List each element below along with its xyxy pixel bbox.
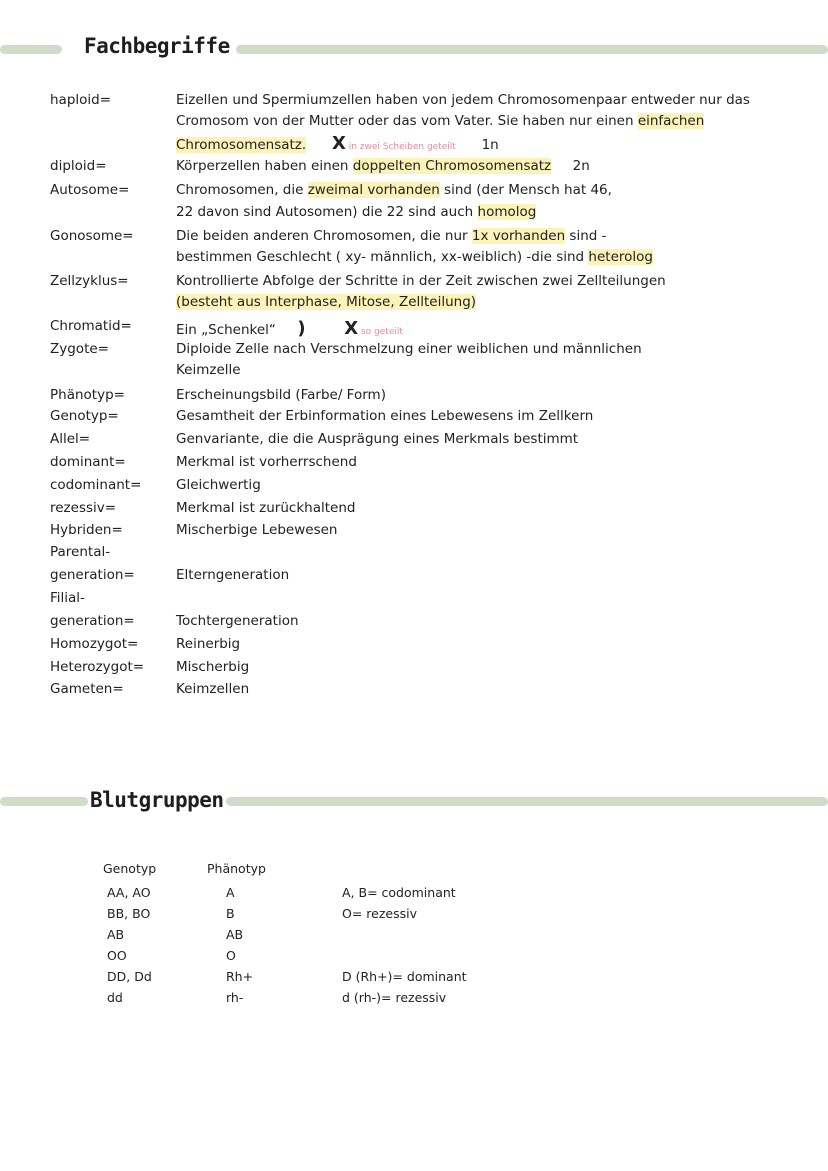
- definition-text: Genvariante, die die Ausprägung eines Merkmals bestimmt: [176, 431, 579, 447]
- definition-text: Die beiden anderen Chromosomen, die nur: [176, 228, 472, 244]
- term-label: Allel=: [50, 431, 91, 447]
- title-bar-right: [226, 797, 828, 806]
- highlighted-text: doppelten Chromosomensatz: [352, 158, 552, 174]
- definition-line: [176, 228, 607, 244]
- genotype-cell: OO: [107, 948, 127, 963]
- definition-line: [176, 408, 593, 424]
- definition-text: Ein „Schenkel“: [176, 322, 298, 338]
- highlighted-text: 1x vorhanden: [471, 228, 566, 244]
- phenotype-cell: Rh+: [226, 969, 254, 984]
- definition-text: Chromosomen, die: [176, 182, 308, 198]
- highlighted-text: heterolog: [588, 249, 653, 265]
- genotype-cell: BB, BO: [107, 906, 151, 921]
- title-bar-left: [0, 45, 62, 54]
- definition-text: Tochtergeneration: [176, 613, 299, 629]
- term-label: Filial-: [50, 590, 85, 606]
- definition-line: [176, 613, 299, 629]
- term-label: Zygote=: [50, 341, 109, 357]
- definition-text: Reinerbig: [176, 636, 241, 652]
- term-label: Chromatid=: [50, 318, 132, 334]
- definition-text: Körperzellen haben einen: [176, 158, 353, 174]
- definition-line: [176, 659, 249, 675]
- annotation-text: so geteilt: [358, 327, 403, 337]
- definition-line: [176, 182, 612, 198]
- term-label: generation=: [50, 613, 135, 629]
- term-label: dominant=: [50, 454, 126, 470]
- highlighted-text: Chromosomensatz.: [176, 137, 307, 153]
- title-bar-left: [0, 797, 88, 806]
- definition-line: [176, 362, 241, 378]
- definition-text: Merkmal ist vorherrschend: [176, 454, 357, 470]
- definition-text: Eizellen und Spermiumzellen haben von jedem Chromosomenpaar entweder nur das: [176, 92, 750, 108]
- definition-text: bestimmen Geschlecht ( xy- männlich, xx-weiblich) -die sind: [176, 249, 589, 265]
- phenotype-cell: O: [226, 948, 236, 963]
- definition-text: 22 davon sind Autosomen) die 22 sind auch: [176, 204, 478, 220]
- phenotype-cell: AB: [226, 927, 244, 942]
- term-label: Gameten=: [50, 681, 124, 697]
- note-cell: A, B= codominant: [342, 885, 456, 900]
- definition-line: [176, 636, 240, 652]
- definition-line: [176, 681, 249, 697]
- phenotype-cell: rh-: [226, 990, 244, 1005]
- definition-line: [176, 133, 499, 154]
- definition-line: [176, 567, 289, 583]
- definition-line: [176, 158, 590, 174]
- definition-line: [176, 341, 642, 357]
- chromosome-sketch: ): [297, 318, 306, 339]
- definition-text: Mischerbige Lebewesen: [176, 522, 338, 538]
- genotype-cell: DD, Dd: [107, 969, 152, 984]
- definition-line: [176, 249, 653, 265]
- definition-text: Kontrollierte Abfolge der Schritte in der Zeit zwischen zwei Zellteilungen: [176, 273, 666, 289]
- highlighted-text: zweimal vorhanden: [307, 182, 440, 198]
- definition-text: Elterngeneration: [176, 567, 290, 583]
- term-label: Parental-: [50, 544, 111, 560]
- definition-line: [176, 92, 750, 108]
- definition-line: [176, 454, 357, 470]
- definition-text: Mischerbig: [176, 659, 250, 675]
- genotype-cell: AA, AO: [107, 885, 151, 900]
- definition-text: Keimzellen: [176, 681, 250, 697]
- term-label: haploid=: [50, 92, 112, 108]
- definition-text: 2n: [551, 158, 590, 174]
- term-label: generation=: [50, 567, 135, 583]
- note-cell: D (Rh+)= dominant: [342, 969, 467, 984]
- definition-line: [176, 477, 261, 493]
- term-label: Genotyp=: [50, 408, 119, 424]
- definition-text: Gleichwertig: [176, 477, 261, 493]
- definition-line: [176, 318, 403, 339]
- definition-line: [176, 294, 476, 310]
- definition-text: [306, 137, 332, 153]
- header-genotyp: Genotyp: [103, 861, 157, 876]
- term-label: Zellzyklus=: [50, 273, 129, 289]
- definition-text: sind (der Mensch hat 46,: [439, 182, 612, 198]
- genotype-cell: dd: [107, 990, 123, 1005]
- term-label: diploid=: [50, 158, 107, 174]
- phenotype-cell: B: [226, 906, 235, 921]
- term-label: Homozygot=: [50, 636, 139, 652]
- annotation-text: in zwei Scheiben geteilt: [345, 142, 456, 152]
- section-title-blutgruppen: Blutgruppen: [90, 788, 224, 812]
- definition-text: sind -: [565, 228, 607, 244]
- definition-text: Gesamtheit der Erbinformation eines Lebewesens im Zellkern: [176, 408, 594, 424]
- definition-text: Cromosom von der Mutter oder das vom Vater. Sie haben nur einen: [176, 113, 638, 129]
- highlighted-text: (besteht aus Interphase, Mitose, Zellteilung): [176, 294, 477, 310]
- section-title-fachbegriffe: Fachbegriffe: [84, 34, 230, 58]
- chromosome-sketch: X: [331, 133, 346, 154]
- term-label: Hybriden=: [50, 522, 123, 538]
- definition-text: Diploide Zelle nach Verschmelzung einer weiblichen und männlichen: [176, 341, 642, 357]
- definition-text: [306, 322, 345, 338]
- term-label: Autosome=: [50, 182, 130, 198]
- definition-line: [176, 204, 536, 220]
- term-label: rezessiv=: [50, 500, 117, 516]
- chromosome-sketch: X: [344, 318, 359, 339]
- highlighted-text: homolog: [477, 204, 537, 220]
- definition-line: [176, 500, 355, 516]
- title-bar-right: [236, 45, 828, 54]
- term-label: Phänotyp=: [50, 387, 125, 403]
- definition-line: [176, 431, 578, 447]
- note-cell: O= rezessiv: [342, 906, 417, 921]
- definition-line: [176, 522, 337, 538]
- definition-text: 1n: [455, 137, 499, 153]
- note-cell: d (rh-)= rezessiv: [342, 990, 447, 1005]
- term-label: Heterozygot=: [50, 659, 145, 675]
- definition-line: [176, 113, 704, 129]
- definition-line: [176, 387, 386, 403]
- term-label: Gonosome=: [50, 228, 134, 244]
- definition-text: Erscheinungsbild (Farbe/ Form): [176, 387, 386, 403]
- highlighted-text: einfachen: [637, 113, 705, 129]
- definition-line: [176, 273, 666, 289]
- header-phaenotyp: Phänotyp: [207, 861, 266, 876]
- definition-text: Merkmal ist zurückhaltend: [176, 500, 356, 516]
- phenotype-cell: A: [226, 885, 235, 900]
- genotype-cell: AB: [107, 927, 125, 942]
- term-label: codominant=: [50, 477, 142, 493]
- definition-text: Keimzelle: [176, 362, 241, 378]
